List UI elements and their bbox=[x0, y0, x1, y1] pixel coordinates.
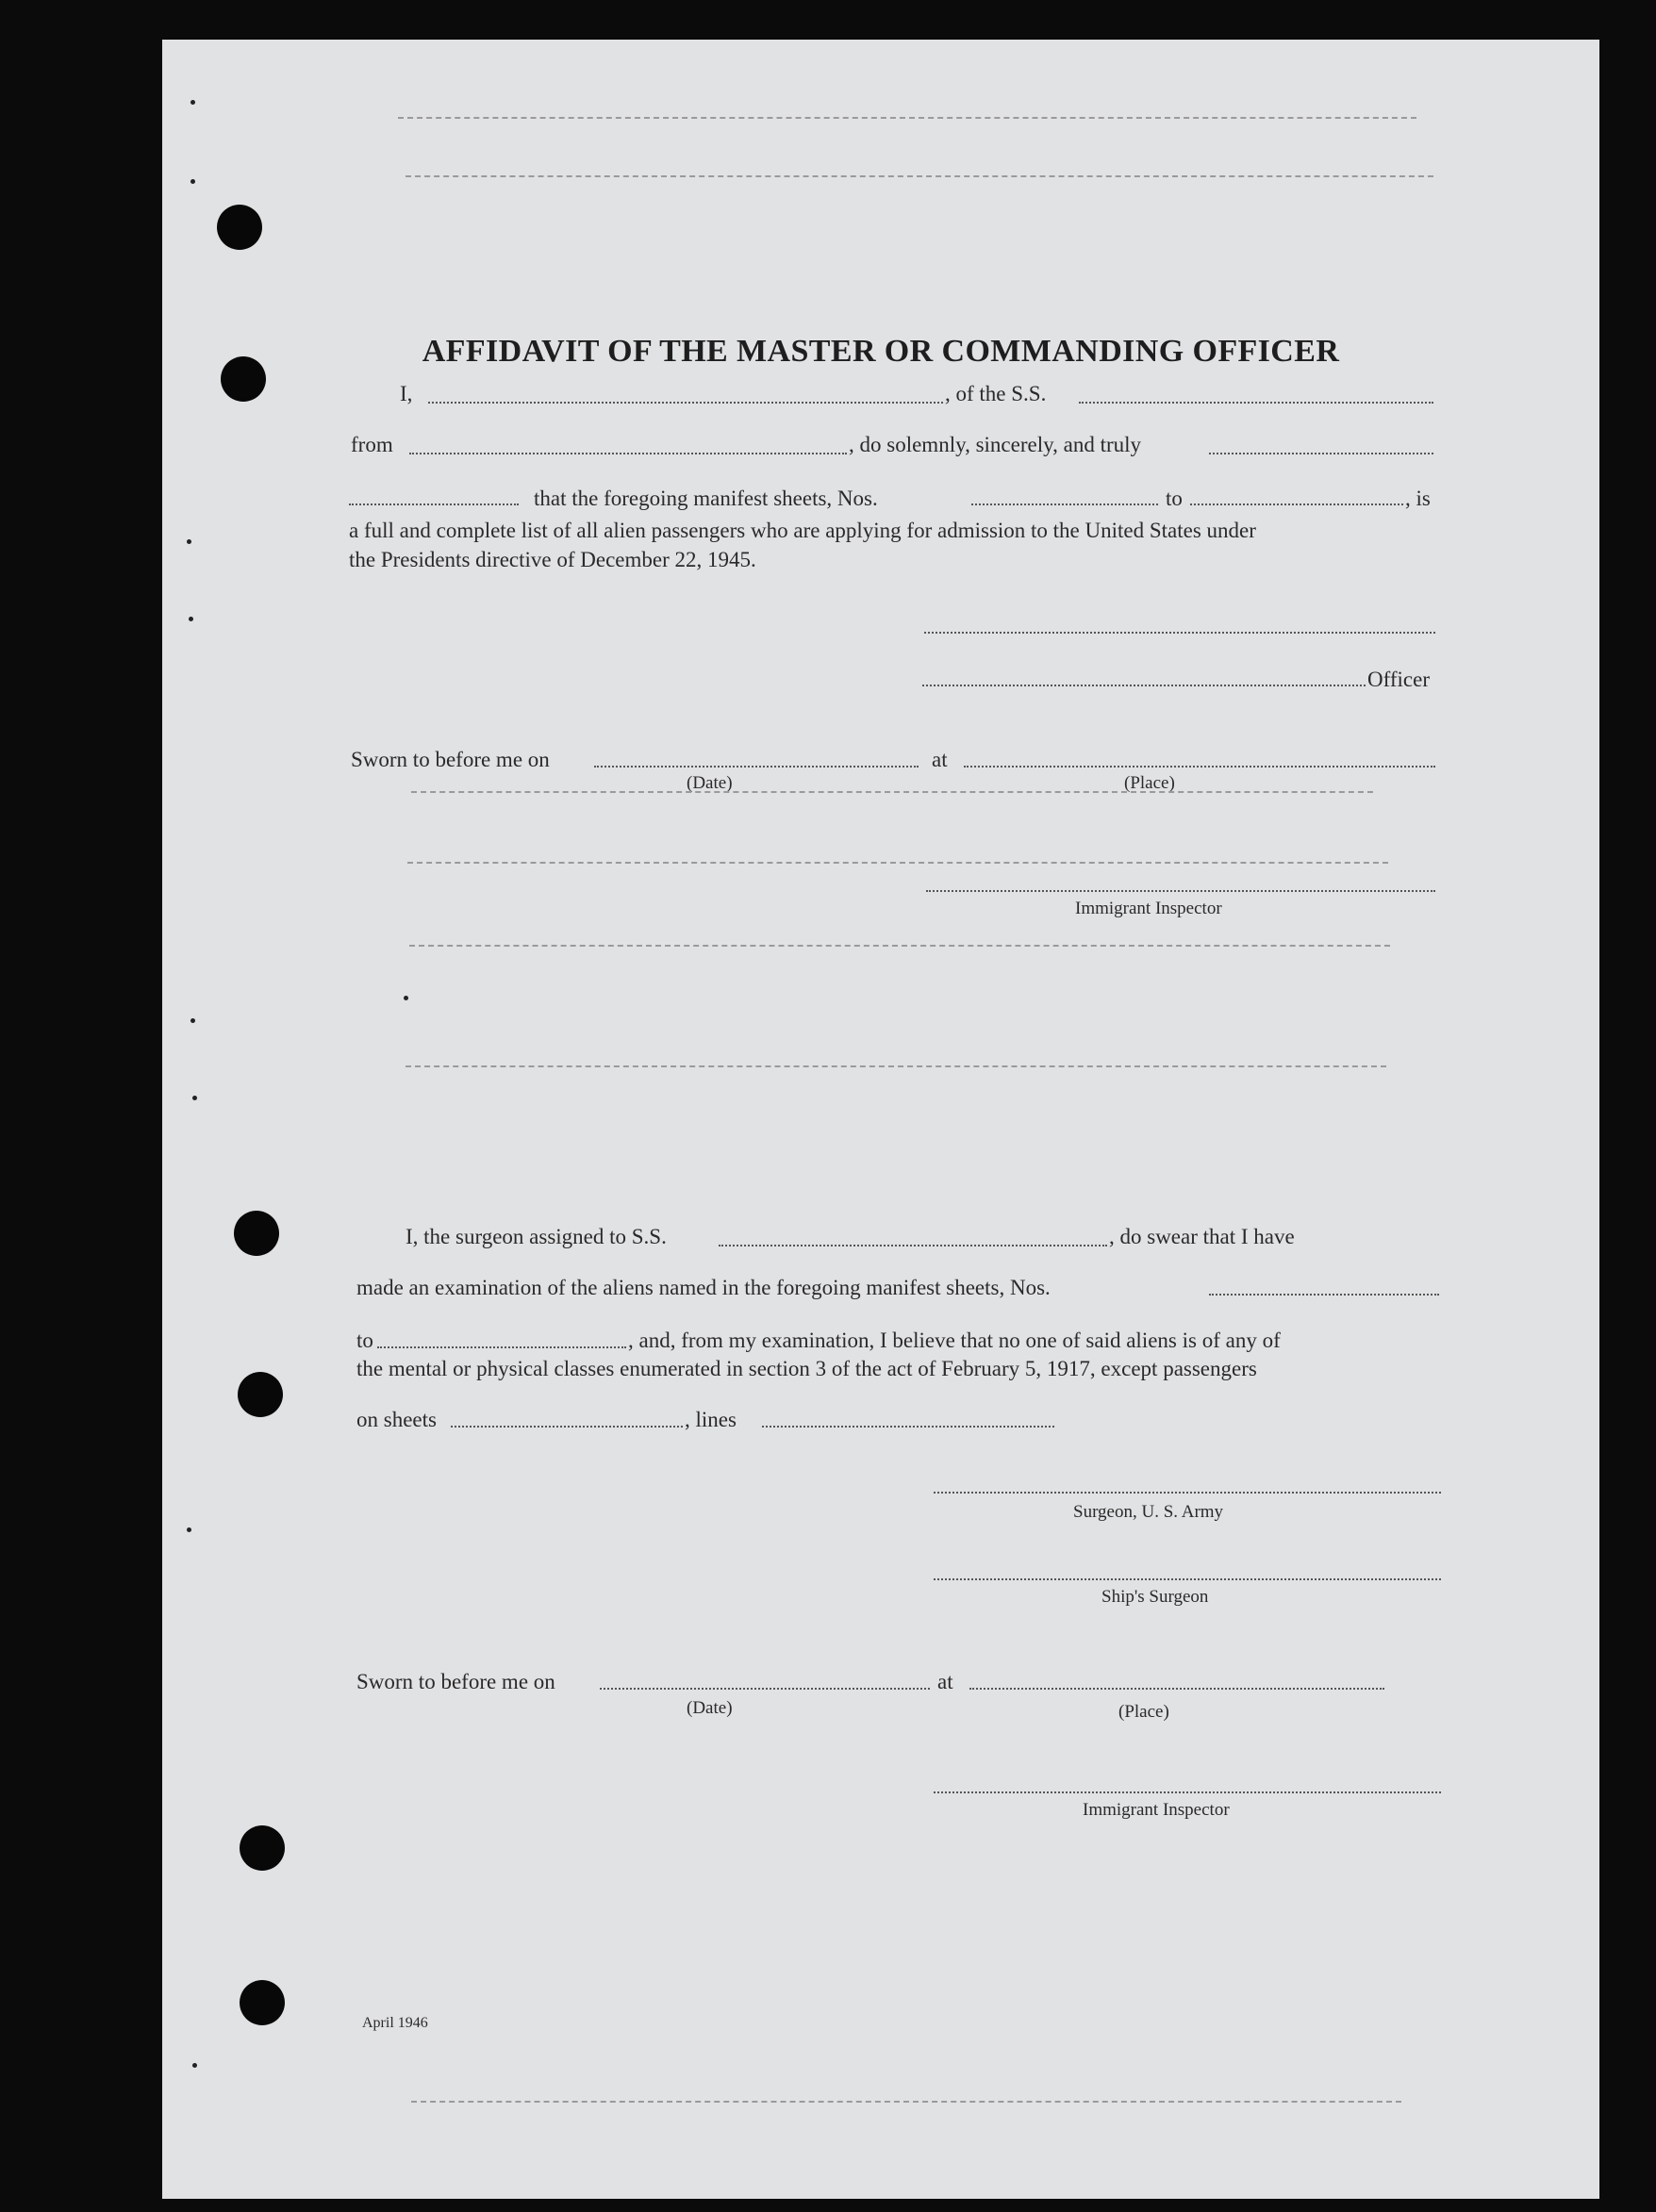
margin-speck bbox=[190, 1018, 195, 1023]
form-date: April 1946 bbox=[362, 2015, 428, 2031]
margin-speck bbox=[192, 1096, 197, 1100]
margin-speck bbox=[187, 539, 191, 544]
label-surgeon-immigrant-inspector: Immigrant Inspector bbox=[1083, 1800, 1230, 1820]
sheets-from-field[interactable] bbox=[971, 503, 1158, 505]
label-do-solemnly: , do solemnly, sincerely, and truly bbox=[849, 433, 1142, 456]
label-date: (Date) bbox=[687, 773, 733, 793]
faint-rule bbox=[406, 1065, 1386, 1067]
faint-rule bbox=[411, 2101, 1401, 2103]
army-surgeon-signature-field[interactable] bbox=[934, 1492, 1441, 1494]
label-lines: , lines bbox=[685, 1408, 737, 1431]
faint-rule bbox=[406, 175, 1433, 177]
label-to: to bbox=[1166, 487, 1183, 510]
punch-hole bbox=[240, 1980, 285, 2025]
margin-speck bbox=[404, 996, 408, 1000]
label-surgeon-at: at bbox=[937, 1670, 953, 1693]
label-surgeon-sworn-before: Sworn to before me on bbox=[356, 1670, 555, 1693]
margin-speck bbox=[187, 1527, 191, 1532]
label-surgeon-place: (Place) bbox=[1118, 1702, 1169, 1722]
sworn-date-field[interactable] bbox=[594, 766, 919, 768]
manifest-prefix-field[interactable] bbox=[349, 503, 519, 505]
surgeon-inspector-signature-field[interactable] bbox=[934, 1791, 1441, 1793]
label-of-the-ss: , of the S.S. bbox=[945, 382, 1047, 405]
oath-field[interactable] bbox=[1209, 453, 1433, 454]
label-ship-surgeon: Ship's Surgeon bbox=[1101, 1587, 1209, 1607]
form-title: AFFIDAVIT OF THE MASTER OR COMMANDING OFFICER bbox=[422, 334, 1340, 369]
margin-speck bbox=[190, 179, 195, 184]
label-surgeon-date: (Date) bbox=[687, 1698, 733, 1718]
label-surgeon-to: to bbox=[356, 1329, 373, 1352]
except-sheets-field[interactable] bbox=[451, 1426, 683, 1428]
label-army-surgeon: Surgeon, U. S. Army bbox=[1073, 1502, 1224, 1522]
surgeon-sheets-to-field[interactable] bbox=[377, 1346, 626, 1348]
surgeon-ship-field[interactable] bbox=[719, 1245, 1107, 1246]
label-place: (Place) bbox=[1124, 773, 1175, 793]
label-officer: Officer bbox=[1367, 668, 1430, 691]
punch-hole bbox=[217, 205, 262, 250]
punch-hole bbox=[240, 1825, 285, 1871]
officer-signature-line-2[interactable] bbox=[922, 685, 1366, 686]
margin-speck bbox=[189, 617, 193, 621]
label-is: , is bbox=[1405, 487, 1431, 510]
punch-hole bbox=[238, 1372, 283, 1417]
label-from: from bbox=[351, 433, 393, 456]
except-lines-field[interactable] bbox=[762, 1426, 1054, 1428]
surgeon-statement-line-2: made an examination of the aliens named in the foregoing manifest sheets, Nos. bbox=[356, 1276, 1051, 1299]
faint-rule bbox=[407, 862, 1388, 864]
master-name-field[interactable] bbox=[428, 402, 943, 404]
surgeon-statement-line-3: , and, from my examination, I believe that no one of said aliens is of any of bbox=[628, 1329, 1281, 1352]
surgeon-sheets-from-field[interactable] bbox=[1209, 1294, 1439, 1296]
master-statement-line-4: a full and complete list of all alien passengers who are applying for admission to the United States under bbox=[349, 519, 1256, 542]
officer-signature-line-1[interactable] bbox=[924, 632, 1435, 634]
from-field[interactable] bbox=[409, 453, 847, 454]
master-statement-line-5: the Presidents directive of December 22, 1945. bbox=[349, 548, 756, 571]
faint-rule bbox=[411, 791, 1373, 793]
margin-speck bbox=[192, 2063, 197, 2068]
ship-surgeon-signature-field[interactable] bbox=[934, 1578, 1441, 1580]
margin-speck bbox=[190, 100, 195, 105]
inspector-signature-field[interactable] bbox=[926, 890, 1435, 892]
form-sheet bbox=[162, 40, 1599, 2199]
surgeon-sworn-place-field[interactable] bbox=[969, 1688, 1384, 1690]
faint-rule bbox=[398, 117, 1416, 119]
label-i: I, bbox=[400, 382, 413, 405]
faint-rule bbox=[409, 945, 1390, 947]
surgeon-statement-line-4: the mental or physical classes enumerated in section 3 of the act of February 5, 1917, except passengers bbox=[356, 1357, 1257, 1380]
ship-name-field[interactable] bbox=[1079, 402, 1433, 404]
label-surgeon-assigned: I, the surgeon assigned to S.S. bbox=[406, 1225, 667, 1248]
surgeon-sworn-date-field[interactable] bbox=[600, 1688, 930, 1690]
label-on-sheets: on sheets bbox=[356, 1408, 437, 1431]
label-foregoing-sheets: that the foregoing manifest sheets, Nos. bbox=[534, 487, 878, 510]
label-immigrant-inspector: Immigrant Inspector bbox=[1075, 899, 1222, 918]
punch-hole bbox=[234, 1211, 279, 1256]
label-at: at bbox=[932, 748, 948, 771]
sheets-to-field[interactable] bbox=[1190, 503, 1403, 505]
sworn-place-field[interactable] bbox=[964, 766, 1435, 768]
label-do-swear: , do swear that I have bbox=[1109, 1225, 1295, 1248]
label-sworn-before: Sworn to before me on bbox=[351, 748, 550, 771]
